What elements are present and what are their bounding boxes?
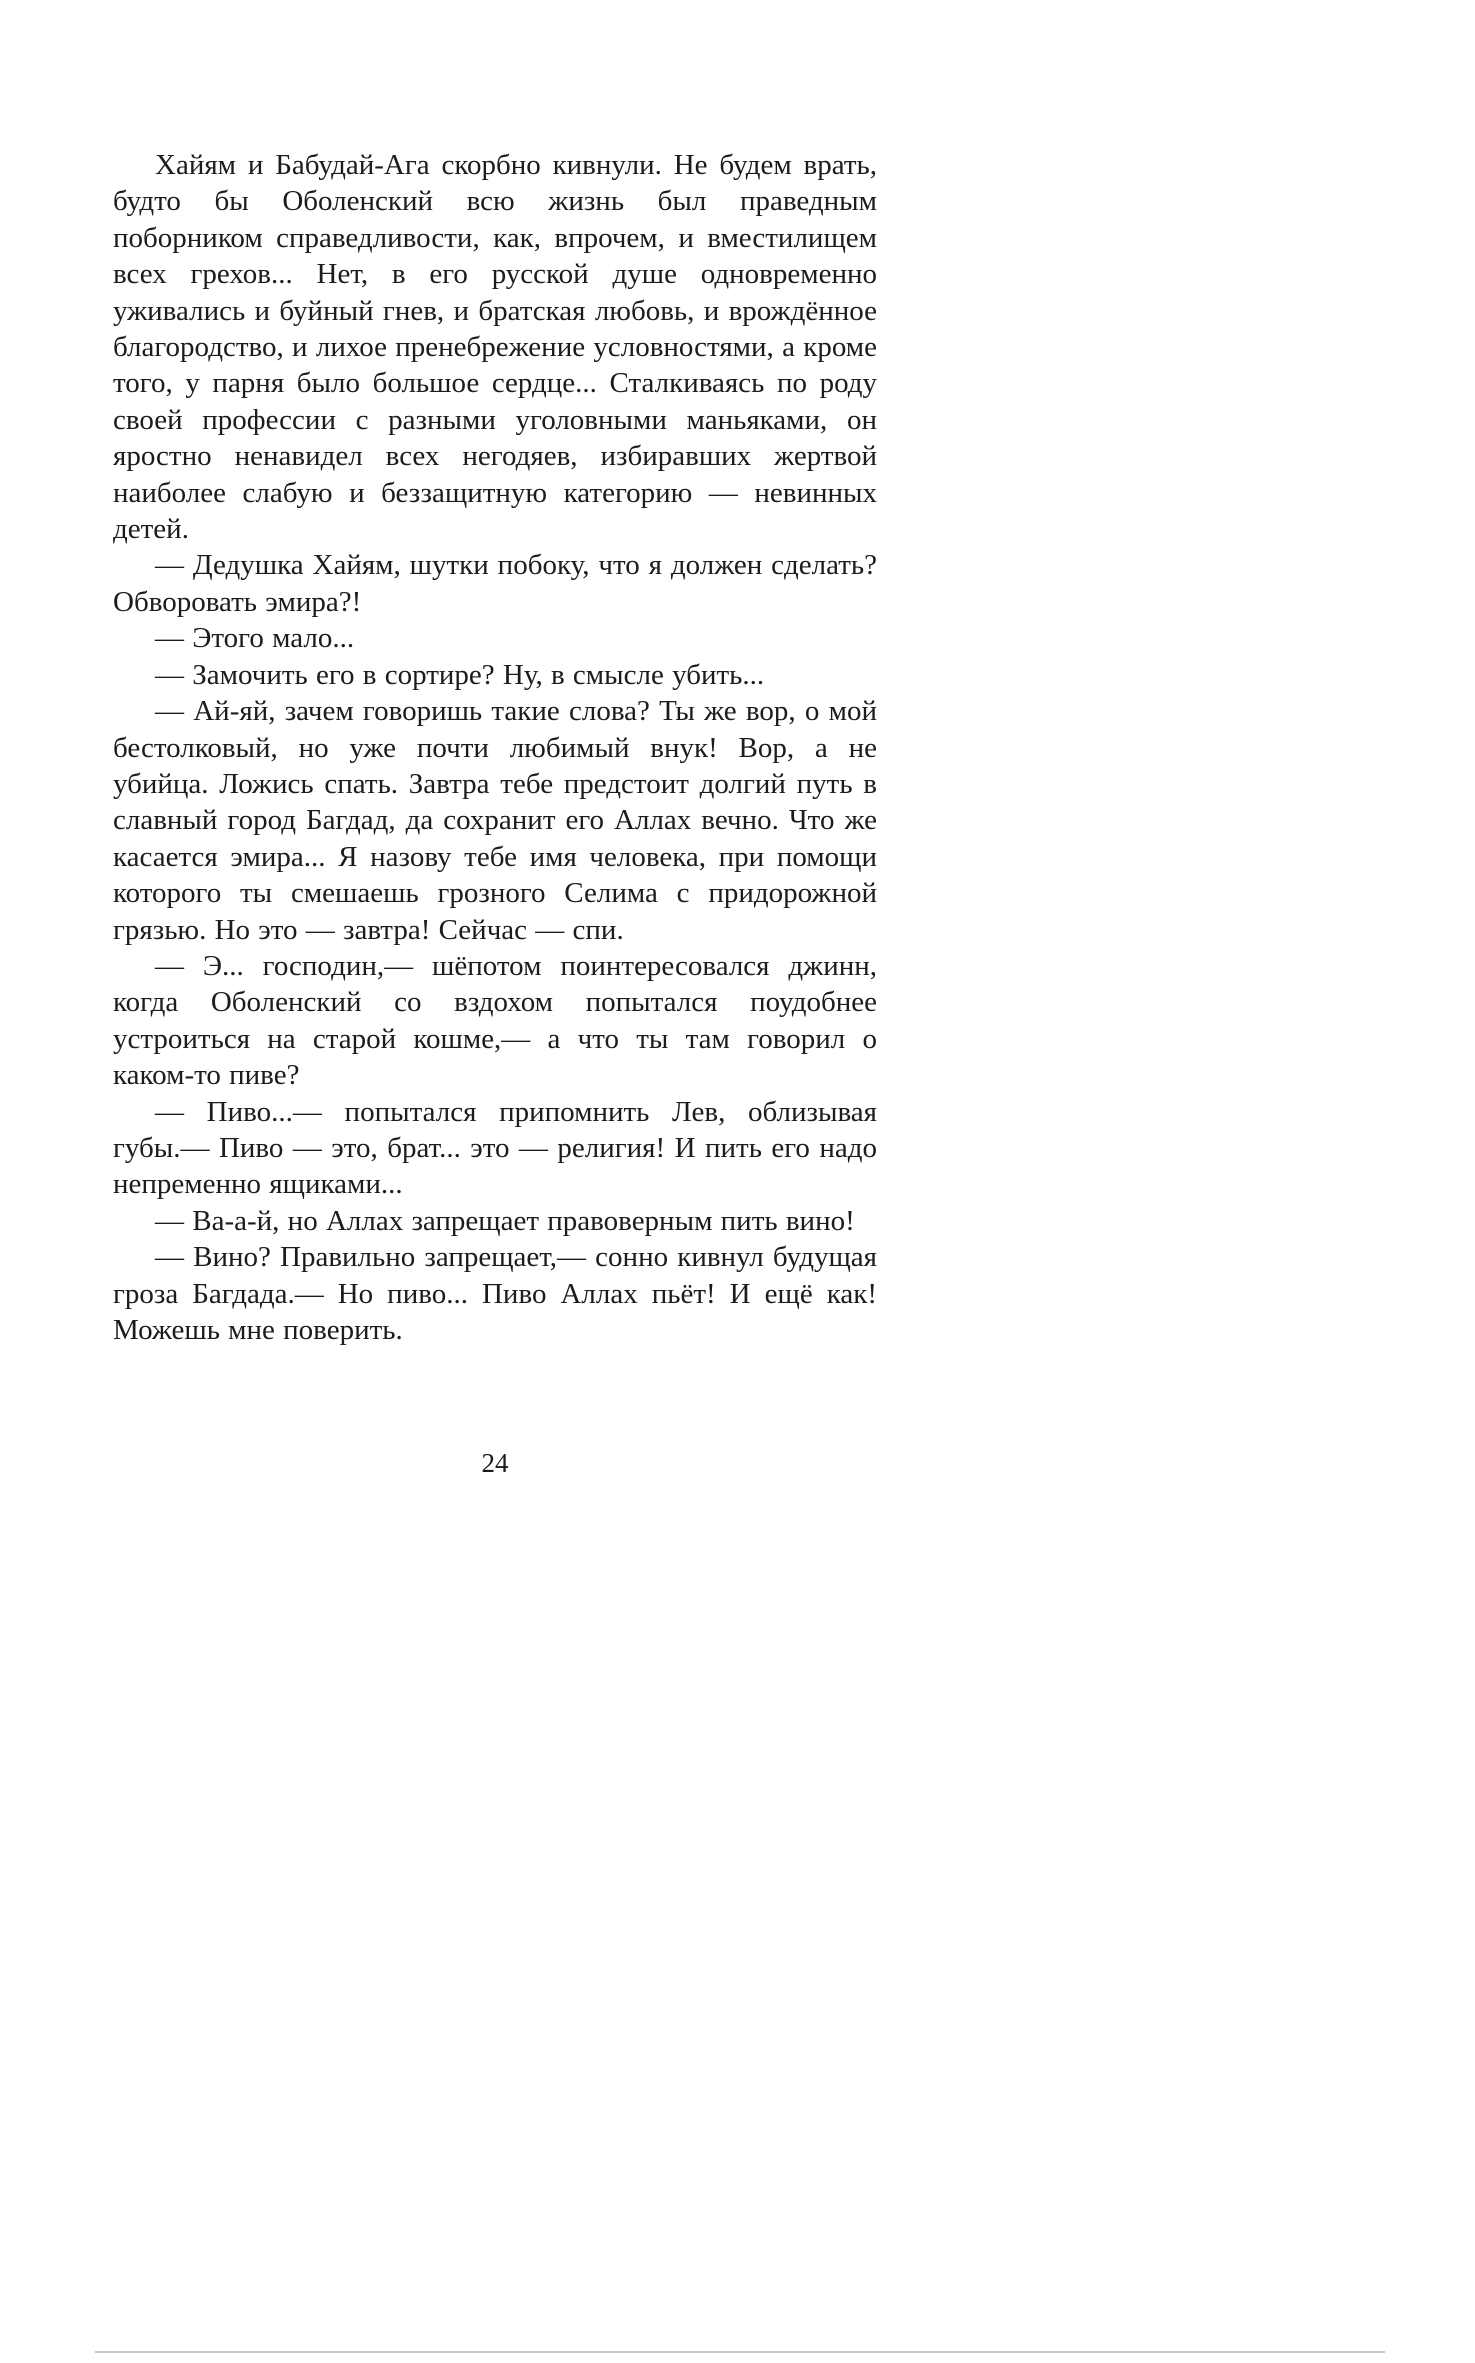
paragraph: — Э... господин,— шёпотом поинтересовался джинн, когда Оболенский со вздохом попытался поудобнее устроиться на старой кошме,— а что ты там говорил о каком-то пиве? bbox=[113, 949, 877, 1092]
paragraph: — Дедушка Хайям, шутки побоку, что я должен сделать? Обворовать эмира?! bbox=[113, 549, 877, 618]
paragraph: — Вино? Правильно запрещает,— сонно кивнул будущая гроза Багдада.— Но пиво... Пиво Аллах пьёт! И ещё как! Можешь мне поверить. bbox=[113, 1241, 877, 1346]
paragraph: — Ай-яй, зачем говоришь такие слова? Ты же вор, о мой бестолковый, но уже почти любимый внук! Вор, а не убийца. Ложись спать. Завтра тебе предстоит долгий путь в славный город Багдад, да сохранит его Аллах вечно. Что же касается эмира... Я назову тебе имя человека, при помощи которого ты смешаешь грозного Селима с придорожной грязью. Но это — завтра! Сейчас — спи. bbox=[113, 695, 877, 946]
paragraph: — Пиво...— попытался припомнить Лев, облизывая губы.— Пиво — это, брат... это — религия! И пить его надо непременно ящиками... bbox=[113, 1095, 877, 1201]
paragraph: — Ва-а-й, но Аллах запрещает правоверным пить вино! bbox=[155, 1204, 855, 1237]
page-bottom-edge-line bbox=[95, 2351, 1385, 2353]
paragraph: Хайям и Бабудай-Ага скорбно кивнули. Не будем врать, будто бы Оболенский всю жизнь был праведным поборником справедливости, как, впрочем, и вместилищем всех грехов... Нет, в его русской душе одновременно уживались и буйный гнев, и братская любовь, и врождённое благородство, и лихое пренебрежение условностями, а кроме того, у парня было большое сердце... Сталкиваясь по роду своей профессии с разными уголовными маньяками, он яростно ненавидел всех негодяев, избиравших жертвой наиболее слабую и беззащитную категорию — невинных детей. bbox=[113, 149, 877, 546]
paragraph: — Замочить его в сортире? Ну, в смысле убить... bbox=[155, 658, 765, 691]
body-text bbox=[113, 147, 877, 1348]
page-number: 24 bbox=[481, 1448, 509, 1478]
paragraph: — Этого мало... bbox=[155, 622, 355, 655]
